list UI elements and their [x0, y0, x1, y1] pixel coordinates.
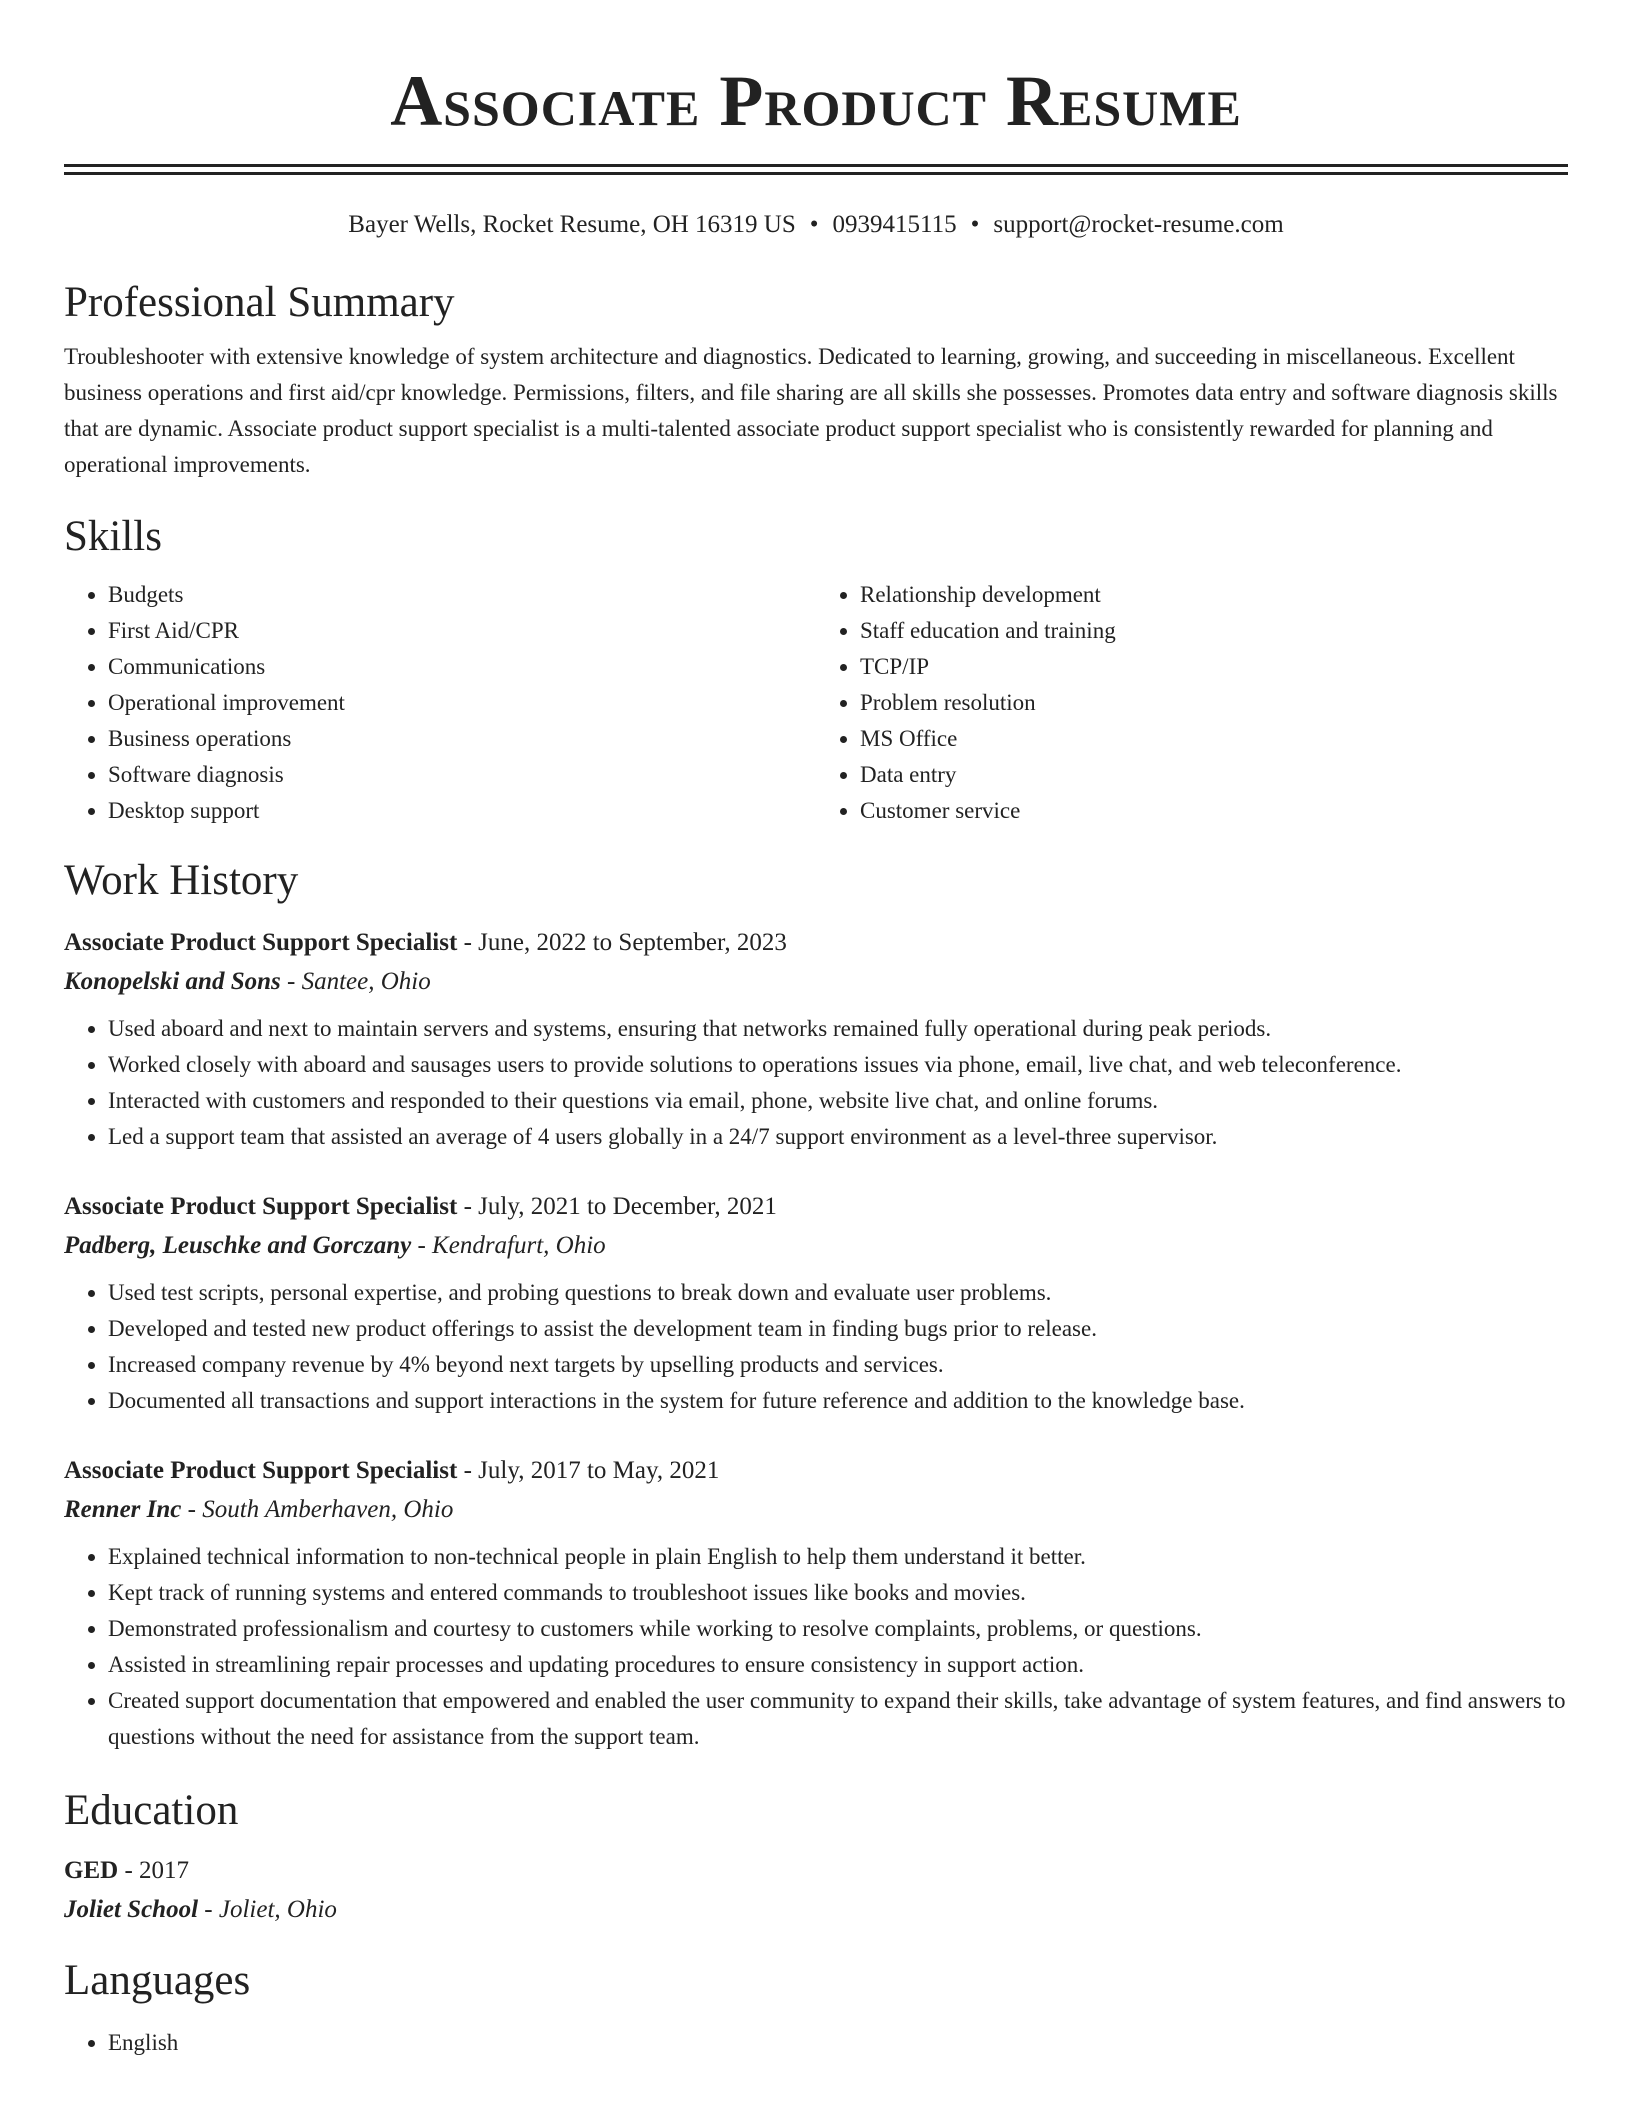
education-entry — [64, 1851, 1568, 1929]
job-company: Konopelski and Sons — [64, 968, 281, 995]
contact-line — [64, 209, 1568, 241]
education-degree-line — [64, 1851, 1568, 1891]
job-title-line — [64, 1187, 1568, 1227]
job-bullet: • Developed and tested new product offerings to assist the development team in finding bugs prior to release. — [108, 1311, 1568, 1347]
languages-list — [64, 2025, 1568, 2061]
job-bullet: • Worked closely with aboard and sausages users to provide solutions to operations issues via phone, email, live chat, and web teleconference. — [108, 1047, 1568, 1083]
job-bullets — [64, 1011, 1568, 1155]
job-company: Padberg, Leuschke and Gorczany — [64, 1232, 412, 1259]
contact-email[interactable]: support@rocket-resume.com — [993, 211, 1284, 238]
job-bullet: • Kept track of running systems and entered commands to troubleshoot issues like books and movies. — [108, 1575, 1568, 1611]
skill-item: • Business operations — [108, 721, 816, 757]
job-company: Renner Inc — [64, 1496, 182, 1523]
education-location: - Joliet, Ohio — [198, 1896, 337, 1923]
skill-item: • Budgets — [108, 577, 816, 613]
skill-item: • Software diagnosis — [108, 757, 816, 793]
job-location: - South Amberhaven, Ohio — [181, 1496, 454, 1523]
education-school: Joliet School — [64, 1896, 199, 1923]
skills-section — [64, 511, 1568, 829]
job-dates: - July, 2021 to December, 2021 — [457, 1193, 777, 1220]
job-entry — [64, 923, 1568, 1155]
skills-columns — [64, 577, 1568, 829]
skill-item: • TCP/IP — [860, 649, 1568, 685]
job-location: - Kendrafurt, Ohio — [411, 1232, 606, 1259]
job-bullet: • Explained technical information to non-technical people in plain English to help them understand it better. — [108, 1539, 1568, 1575]
job-bullet: • Documented all transactions and support interactions in the system for future reference and addition to the knowledge base. — [108, 1383, 1568, 1419]
job-bullet: • Used test scripts, personal expertise, and probing questions to break down and evaluate user problems. — [108, 1275, 1568, 1311]
job-bullets — [64, 1539, 1568, 1755]
job-bullet: • Assisted in streamlining repair processes and updating procedures to ensure consistency in support action. — [108, 1647, 1568, 1683]
education-school-line — [64, 1891, 1568, 1929]
job-bullet: • Interacted with customers and responded to their questions via email, phone, website live chat, and online forums. — [108, 1083, 1568, 1119]
skill-item: • Problem resolution — [860, 685, 1568, 721]
job-company-line — [64, 1227, 1568, 1265]
languages-heading: Languages — [64, 1957, 251, 2004]
job-title: Associate Product Support Specialist — [64, 929, 458, 956]
skill-item: • MS Office — [860, 721, 1568, 757]
skill-item: • Desktop support — [108, 793, 816, 829]
summary-heading: Professional Summary — [64, 279, 455, 326]
job-entry — [64, 1187, 1568, 1419]
skill-item: • Data entry — [860, 757, 1568, 793]
job-bullet: • Demonstrated professionalism and courtesy to customers while working to resolve complaints, problems, or questions. — [108, 1611, 1568, 1647]
languages-section — [64, 1955, 1568, 2061]
job-title: Associate Product Support Specialist — [64, 1457, 458, 1484]
job-location: - Santee, Ohio — [280, 968, 431, 995]
skill-item: • Operational improvement — [108, 685, 816, 721]
job-title-line — [64, 923, 1568, 963]
education-degree: GED — [64, 1857, 119, 1884]
job-bullets — [64, 1275, 1568, 1419]
contact-address: Bayer Wells, Rocket Resume, OH 16319 US — [348, 211, 796, 238]
language-item: • English — [108, 2025, 1568, 2061]
job-title: Associate Product Support Specialist — [64, 1193, 458, 1220]
job-bullet: • Created support documentation that empowered and enabled the user community to expand their skills, take advantage of system features, and find answers to questions without the need for assistance from the support team. — [108, 1683, 1568, 1755]
education-heading: Education — [64, 1787, 239, 1834]
skills-right-list — [816, 577, 1568, 829]
summary-section — [64, 277, 1568, 483]
job-bullet: • Increased company revenue by 4% beyond next targets by upselling products and services. — [108, 1347, 1568, 1383]
skills-left-list — [64, 577, 816, 829]
job-dates: - June, 2022 to September, 2023 — [457, 929, 787, 956]
skill-item: • Staff education and training — [860, 613, 1568, 649]
skill-item: • Communications — [108, 649, 816, 685]
job-company-line — [64, 1491, 1568, 1529]
work-history-heading: Work History — [64, 857, 299, 904]
job-company-line — [64, 963, 1568, 1001]
contact-separator: • — [809, 211, 819, 238]
skills-heading: Skills — [64, 513, 162, 560]
summary-text: Troubleshooter with extensive knowledge of system architecture and diagnostics. Dedicated to learning, growing, and succeeding in miscellaneous. Excellent business operations and first aid/cpr knowledge. Permissions, filters, and file sharing are all skills she possesses. Promotes data entry and software diagnosis skills that are dynamic. Associate product support specialist is a multi-talented associate product support specialist who is consistently rewarded for planning and operational improvements. — [64, 344, 1558, 477]
job-dates: - July, 2017 to May, 2021 — [457, 1457, 720, 1484]
skill-item: • Customer service — [860, 793, 1568, 829]
contact-phone: 0939415115 — [832, 211, 957, 238]
work-history-section — [64, 855, 1568, 1755]
contact-separator: • — [970, 211, 980, 238]
job-entry — [64, 1451, 1568, 1755]
skill-item: • First Aid/CPR — [108, 613, 816, 649]
education-year: - 2017 — [118, 1857, 190, 1884]
job-bullet: • Led a support team that assisted an average of 4 users globally in a 24/7 support environment as a level-three supervisor. — [108, 1119, 1568, 1155]
skill-item: • Relationship development — [860, 577, 1568, 613]
job-title-line — [64, 1451, 1568, 1491]
job-bullet: • Used aboard and next to maintain servers and systems, ensuring that networks remained fully operational during peak periods. — [108, 1011, 1568, 1047]
education-section — [64, 1785, 1568, 1929]
resume-title: Associate Product Resume — [390, 61, 1242, 141]
title-double-rule — [64, 164, 1568, 175]
